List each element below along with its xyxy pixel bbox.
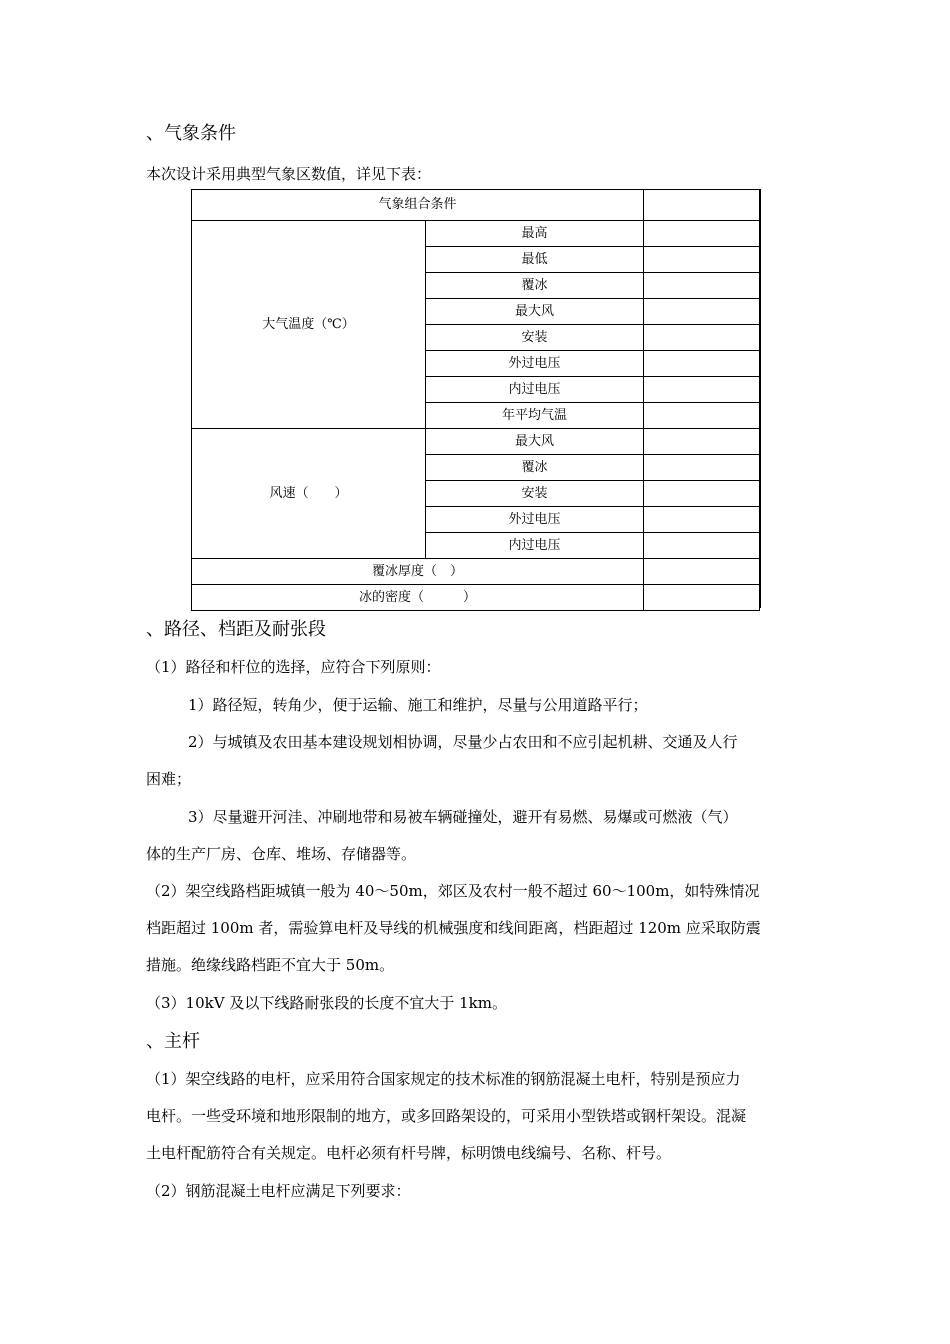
value-cell	[644, 559, 760, 585]
value-cell	[644, 533, 760, 559]
temp-row-label: 覆冰	[426, 273, 644, 299]
wind-group-label: 风速（ ）	[192, 429, 426, 559]
temp-group-label: 大气温度（℃）	[192, 221, 426, 429]
ice-thickness-label: 覆冰厚度（ ）	[192, 559, 644, 585]
value-cell	[644, 507, 760, 533]
route-item-2-line-2: 困难；	[146, 770, 192, 788]
route-para-2-line-1: （2）架空线路档距城镇一般为 40～50m，郊区及农村一般不超过 60～100m，如特殊情况	[146, 882, 760, 900]
route-heading: 、路径、档距及耐张段	[146, 619, 326, 640]
route-para-2-line-2: 档距超过 100m 者，需验算电杆及导线的机械强度和线间距离，档距超过 120m 应采取防震	[146, 919, 761, 937]
pole-para-1-line-1: （1）架空线路的电杆，应采用符合国家规定的技术标准的钢筋混凝土电杆，特别是预应力	[146, 1070, 741, 1088]
value-cell	[644, 325, 760, 351]
wind-row-label: 覆冰	[426, 455, 644, 481]
route-para-3: （3）10kV 及以下线路耐张段的长度不宜大于 1km。	[146, 994, 507, 1012]
value-cell	[644, 299, 760, 325]
table-header: 气象组合条件	[192, 190, 644, 221]
value-cell	[644, 481, 760, 507]
value-cell	[644, 221, 760, 247]
pole-para-1-line-3: 土电杆配筋符合有关规定。电杆必须有杆号牌，标明馈电线编号、名称、杆号。	[146, 1144, 672, 1162]
temp-row-label: 年平均气温	[426, 403, 644, 429]
wind-row-label: 内过电压	[426, 533, 644, 559]
wind-row-label: 安装	[426, 481, 644, 507]
pole-para-1-line-2: 电杆。一些受环境和地形限制的地方，或多回路架设的，可采用小型铁塔或钢杆架设。混凝	[146, 1107, 747, 1125]
value-cell	[644, 455, 760, 481]
temp-row-label: 安装	[426, 325, 644, 351]
route-item-2-line-1: 2）与城镇及农田基本建设规划相协调，尽量少占农田和不应引起机耕、交通及人行	[188, 733, 738, 751]
weather-table	[191, 189, 760, 611]
route-item-3-line-1: 3）尽量避开河洼、冲刷地带和易被车辆碰撞处，避开有易燃、易爆或可燃液（气）	[188, 808, 738, 826]
value-cell	[644, 429, 760, 455]
value-cell	[644, 403, 760, 429]
wind-row-label: 外过电压	[426, 507, 644, 533]
route-para-1: （1）路径和杆位的选择，应符合下列原则：	[146, 658, 441, 676]
weather-intro: 本次设计采用典型气象区数值，详见下表：	[146, 165, 432, 183]
temp-row-label: 内过电压	[426, 377, 644, 403]
temp-row-label: 最低	[426, 247, 644, 273]
value-cell	[644, 585, 760, 611]
value-cell	[644, 190, 760, 221]
route-item-3-line-2: 体的生产厂房、仓库、堆场、存储器等。	[146, 845, 417, 863]
temp-row-label: 最大风	[426, 299, 644, 325]
ice-density-label: 冰的密度（ ）	[192, 585, 644, 611]
route-para-2-line-3: 措施。绝缘线路档距不宜大于 50m。	[146, 956, 395, 974]
wind-row-label: 最大风	[426, 429, 644, 455]
temp-row-label: 外过电压	[426, 351, 644, 377]
table-right-rule	[760, 189, 761, 608]
weather-heading: 、气象条件	[146, 123, 236, 144]
pole-heading: 、主杆	[146, 1031, 200, 1052]
value-cell	[644, 377, 760, 403]
value-cell	[644, 273, 760, 299]
temp-row-label: 最高	[426, 221, 644, 247]
route-item-1: 1）路径短，转角少，便于运输、施工和维护，尽量与公用道路平行；	[188, 696, 648, 714]
pole-para-2: （2）钢筋混凝土电杆应满足下列要求：	[146, 1182, 411, 1200]
value-cell	[644, 247, 760, 273]
value-cell	[644, 351, 760, 377]
